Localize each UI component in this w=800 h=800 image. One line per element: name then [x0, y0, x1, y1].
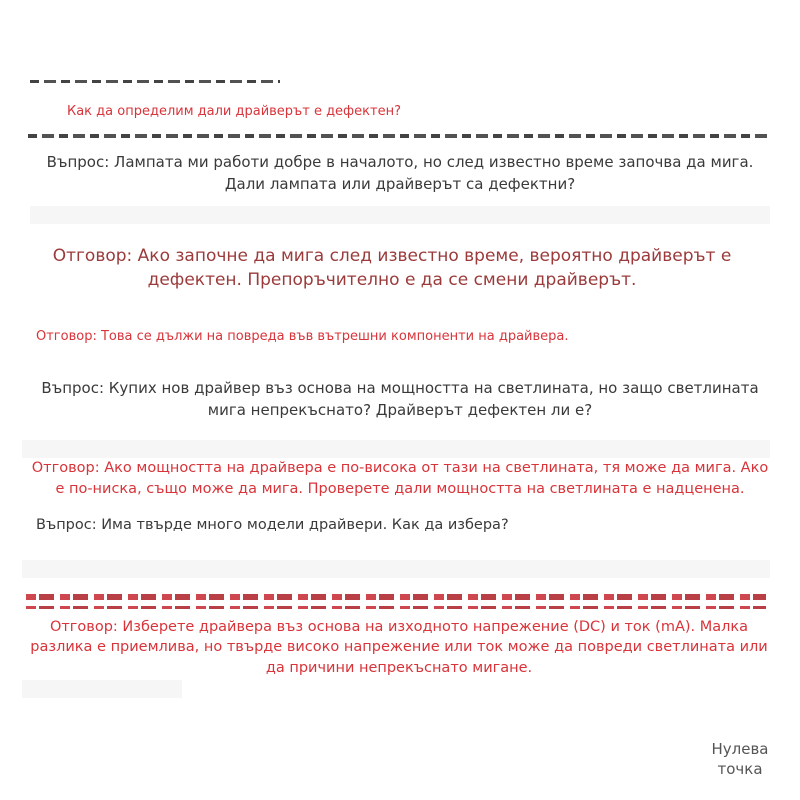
background-band — [30, 206, 770, 224]
footer-brand: Нулева точка — [711, 740, 769, 778]
answer-1: Отговор: Ако започне да мига след известно време, вероятно драйверът е дефектен. Препоръчително е да се смени драйверът. — [52, 246, 732, 291]
page-title: Как да определим дали драйверът е дефектен? — [66, 104, 401, 119]
decorative-scribble — [30, 80, 280, 83]
decorative-scribble — [26, 606, 766, 609]
answer-3: Отговор: Изберете драйвера въз основа на изходното напрежение (DC) и ток (mA). Малка разлика е приемлива, но твърде високо напрежение или ток може да повреди светлината или да причини непрекъснато мигане. — [30, 619, 768, 676]
answer-1-extra: Отговор: Това се дължи на повреда във вътрешни компоненти на драйвера. — [36, 329, 569, 344]
background-band — [22, 440, 770, 458]
question-2: Въпрос: Купих нов драйвер въз основа на мощността на светлината, но защо светлината мига непрекъснато? Драйверът дефектен ли е? — [41, 379, 759, 419]
background-band — [22, 560, 770, 578]
question-1: Въпрос: Лампата ми работи добре в началото, но след известно време започва да мига. Дали лампата или драйверът са дефектни? — [46, 153, 754, 193]
decorative-scribble — [28, 134, 770, 138]
decorative-scribble — [26, 594, 766, 600]
question-3: Въпрос: Има твърде много модели драйвери. Как да избера? — [36, 517, 509, 533]
answer-2: Отговор: Ако мощността на драйвера е по-висока от тази на светлината, тя може да мига. Ако е по-ниска, също може да мига. Проверете дали мощността на светлината е надценена. — [31, 460, 769, 498]
background-band — [22, 680, 182, 698]
